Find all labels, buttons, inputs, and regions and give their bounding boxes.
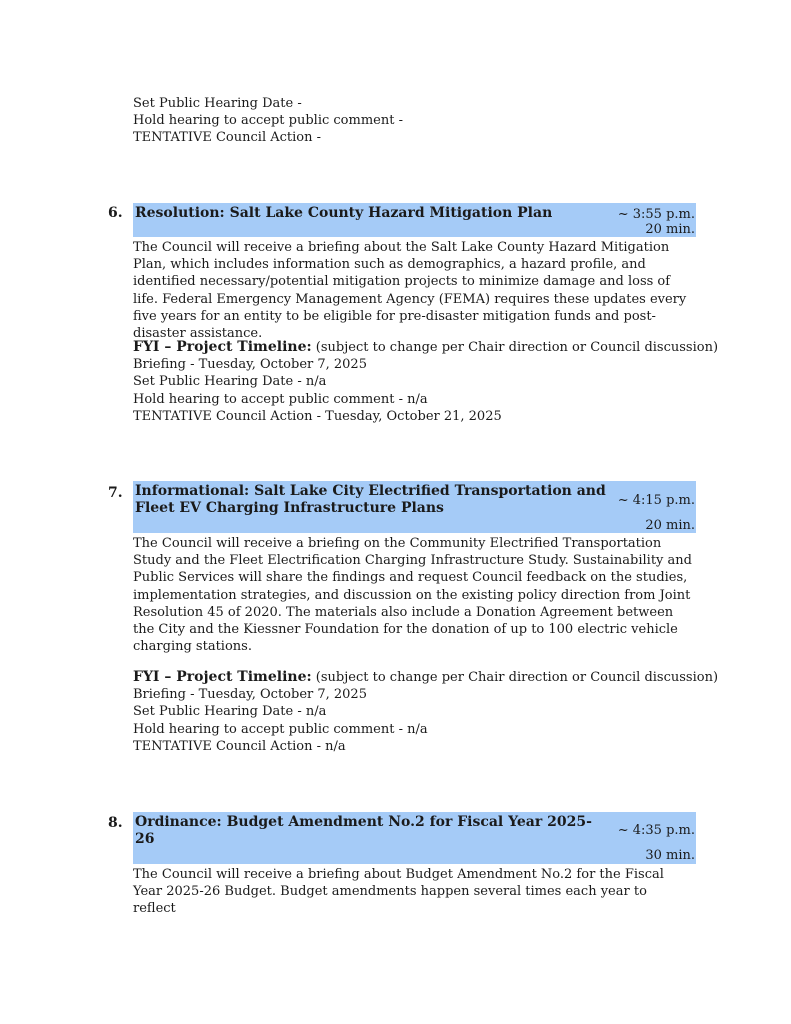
timeline-line: Set Public Hearing Date - n/a	[133, 374, 327, 390]
fyi-label: FYI – Project Timeline:	[133, 669, 312, 685]
timeline-line: Briefing - Tuesday, October 7, 2025	[133, 687, 367, 703]
top-timeline	[133, 95, 403, 146]
timeline-line: Hold hearing to accept public comment - n/a	[133, 721, 428, 737]
timeline-line: Briefing - Tuesday, October 7, 2025	[133, 357, 367, 373]
item-title-line: Fleet EV Charging Infrastructure Plans	[135, 500, 444, 516]
item-title	[135, 814, 592, 848]
timeline-line: TENTATIVE Council Action -	[133, 130, 322, 145]
timeline-line: TENTATIVE Council Action - n/a	[133, 738, 346, 754]
item-number: 8.	[108, 815, 123, 831]
item-description: The Council will receive a briefing about Budget Amendment No.2 for the Fiscal Year 2025-26 Budget. Budget amendments happen several times each year to reflect	[133, 867, 664, 917]
item-title-line: Ordinance: Budget Amendment No.2 for Fiscal Year 2025-	[135, 814, 592, 830]
item-time: ~ 4:15 p.m.	[617, 493, 695, 508]
item-title: Resolution: Salt Lake County Hazard Mitigation Plan	[135, 205, 553, 221]
item-number: 6.	[108, 205, 123, 221]
item-description: The Council will receive a briefing about the Salt Lake County Hazard Mitigation Plan, which includes information such as demographics, a hazard profile, and identified necessary/potential mitigation projects to minimize damage and loss of life. Federal Emergency Management Agency (FEMA) requires these updates every five years for an entity to be eligible for pre-disaster mitigation funds and post-disaster assistance.	[133, 240, 687, 342]
timeline-line: Hold hearing to accept public comment - n/a	[133, 391, 428, 407]
timeline-line: TENTATIVE Council Action - Tuesday, October 21, 2025	[133, 408, 502, 424]
fyi-block	[133, 669, 718, 755]
fyi-note: (subject to change per Chair direction or Council discussion)	[311, 340, 719, 355]
item-description: The Council will receive a briefing on the Community Electrified Transportation Study and the Fleet Electrification Charging Infrastructure Study. Sustainability and Public Services will share the findings and request Council feedback on the studies, implementation strategies, and discussion on the existing policy direction from Joint Resolution 45 of 2020. The materials also include a Donation Agreement between the City and the Kiessner Foundation for the donation of up to 100 electric vehicle charging stations.	[133, 536, 692, 655]
item-time: ~ 4:35 p.m.	[617, 823, 695, 838]
item-title-line: Informational: Salt Lake City Electrified Transportation and	[135, 483, 606, 499]
item-duration: 20 min.	[645, 222, 695, 237]
fyi-note: (subject to change per Chair direction or Council discussion)	[311, 670, 719, 685]
item-duration: 20 min.	[645, 518, 695, 533]
timeline-line: Hold hearing to accept public comment -	[133, 113, 403, 128]
item-title	[135, 483, 606, 517]
fyi-label: FYI – Project Timeline:	[133, 339, 312, 355]
item-duration: 30 min.	[645, 848, 695, 863]
timeline-line: Set Public Hearing Date -	[133, 96, 302, 111]
item-time: ~ 3:55 p.m.	[617, 207, 695, 222]
timeline-line: Set Public Hearing Date - n/a	[133, 704, 327, 720]
item-number: 7.	[108, 485, 123, 501]
item-title-line: 26	[135, 831, 155, 847]
fyi-block	[133, 339, 718, 425]
